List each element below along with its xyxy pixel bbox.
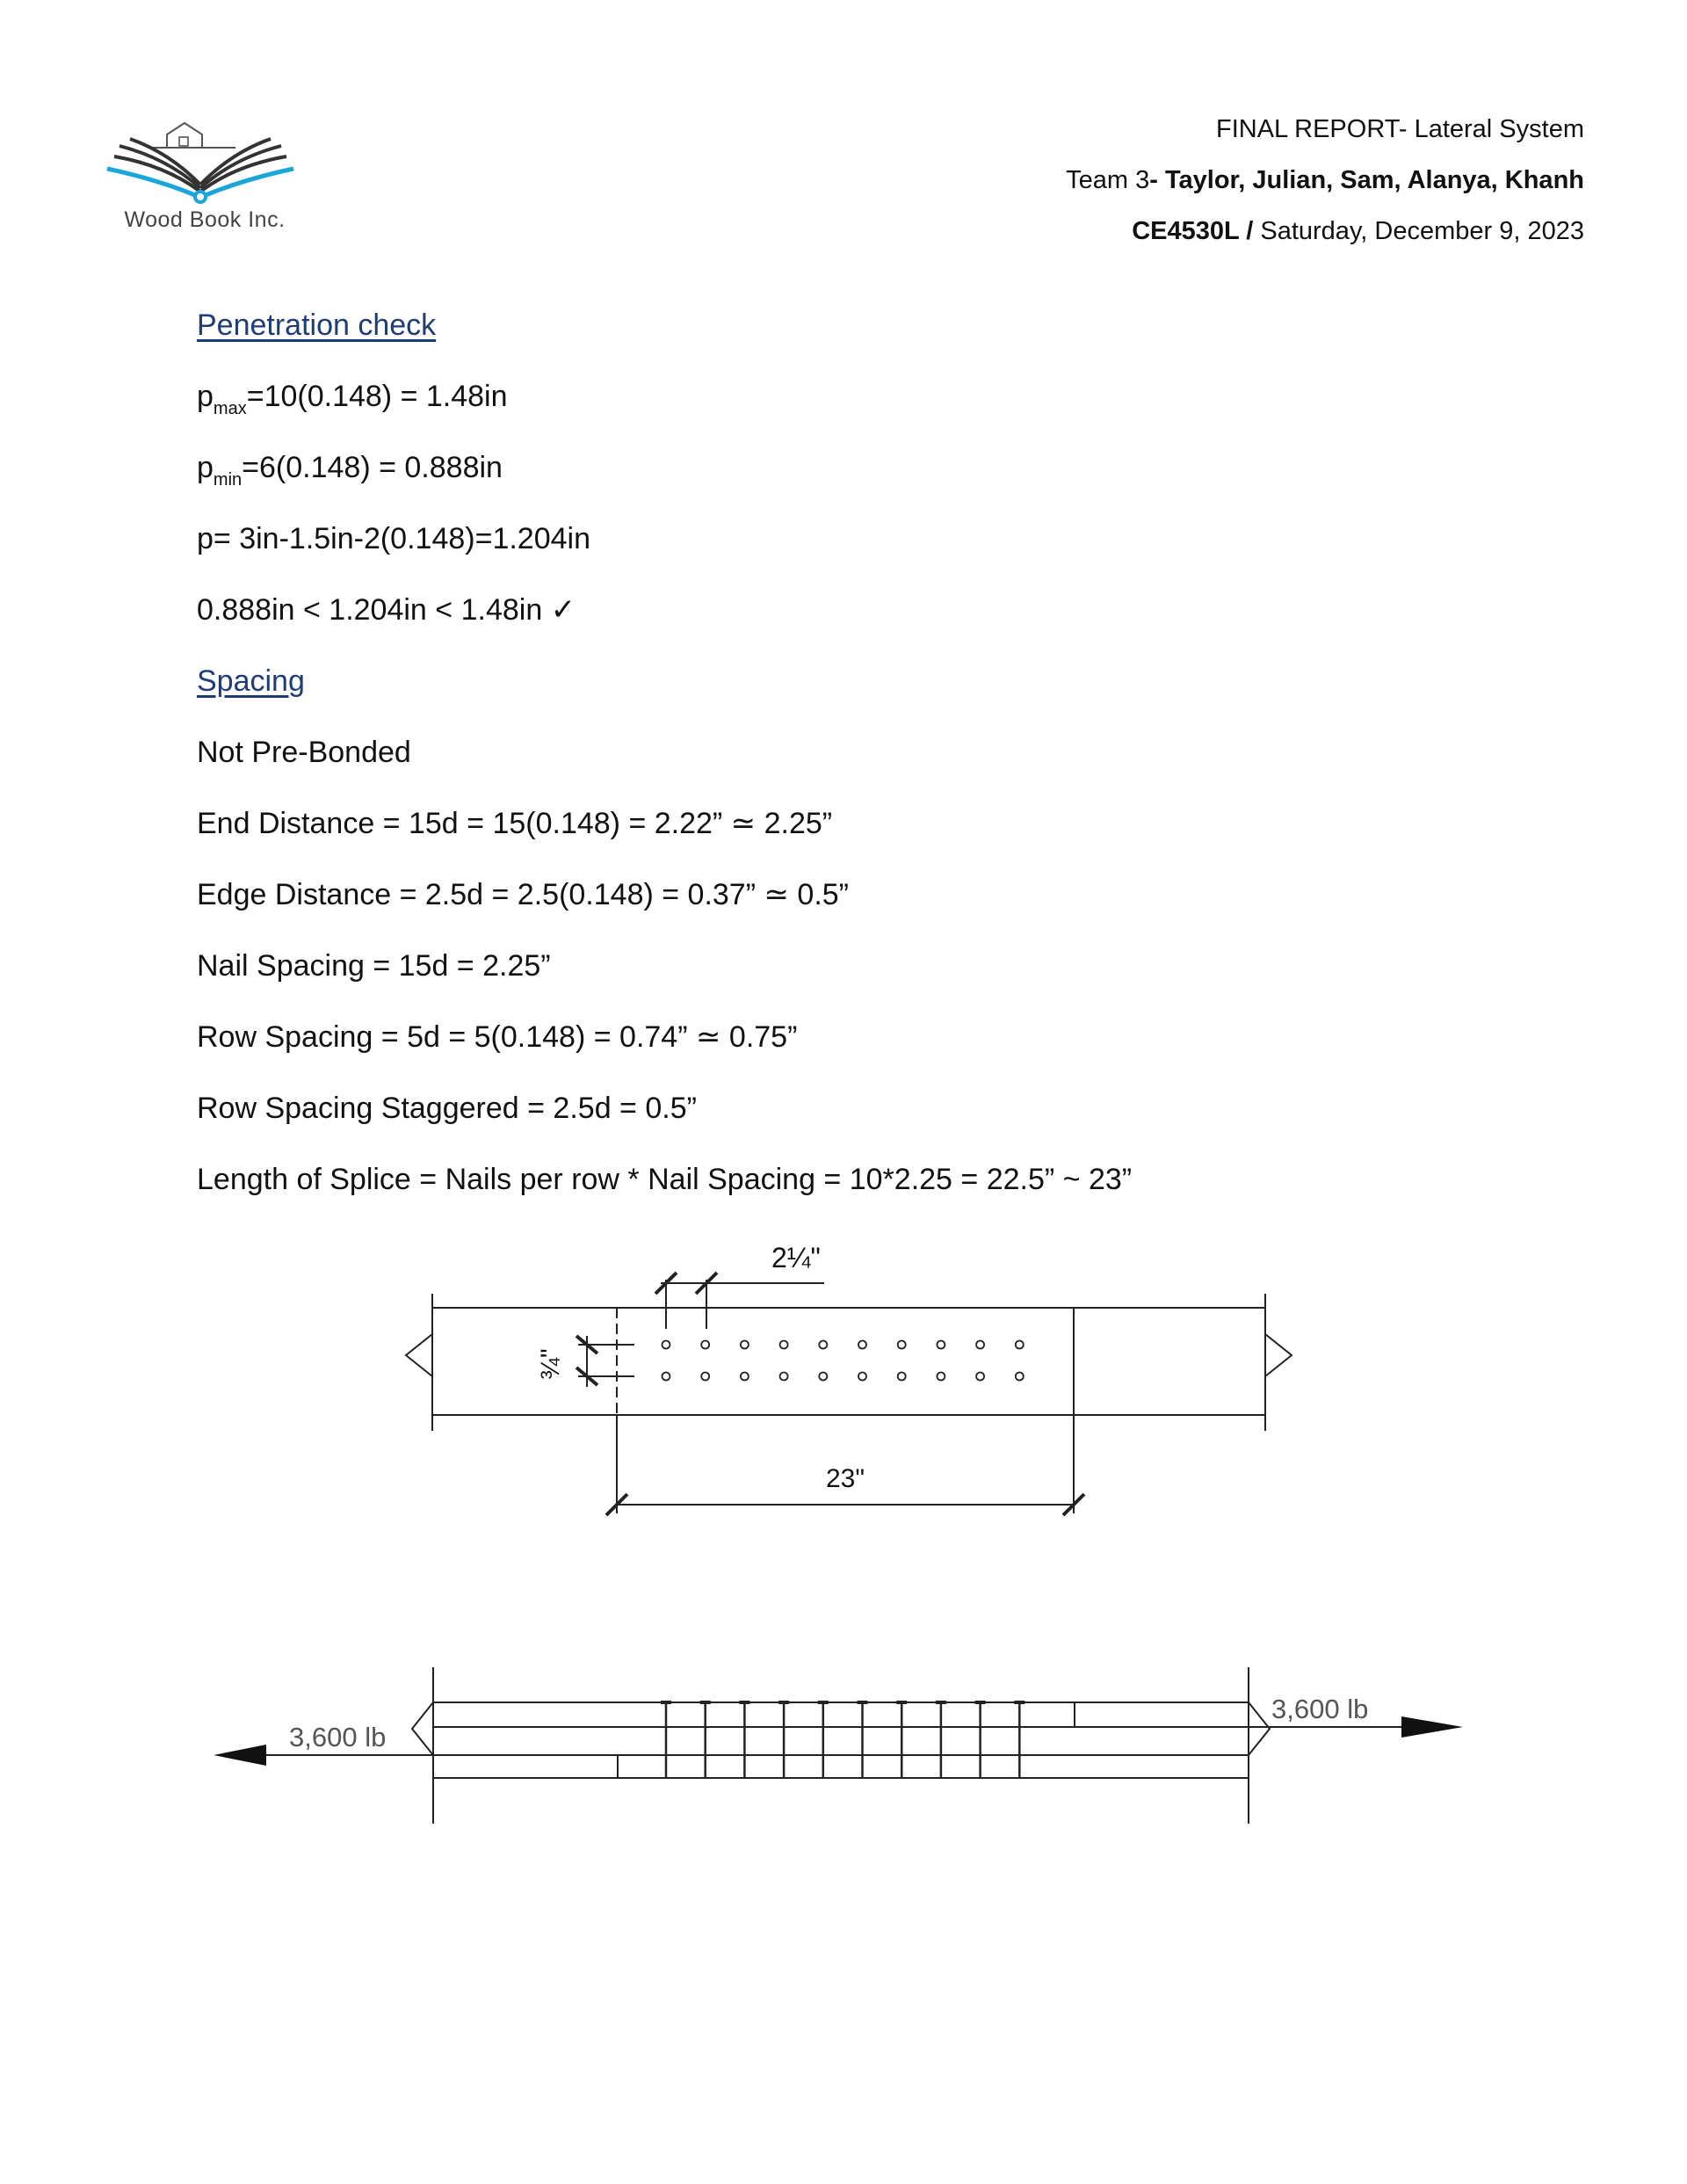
penetration-heading: Penetration check: [197, 308, 437, 342]
nail-hole: [858, 1373, 866, 1381]
nail-hole: [898, 1341, 906, 1349]
open-book-house-icon: [104, 104, 306, 205]
nail-hole: [1016, 1373, 1024, 1381]
nail-hole: [937, 1373, 945, 1381]
spacing-line: End Distance = 15d = 15(0.148) = 2.22” ≃ 2.25”: [197, 807, 833, 840]
company-name: Wood Book Inc.: [124, 207, 286, 232]
pmax-value: =10(0.148) = 1.48in: [246, 380, 508, 413]
right-break-line: [1249, 1702, 1270, 1755]
team-members: - Taylor, Julian, Sam, Alanya, Khanh: [1149, 166, 1584, 194]
right-break-line: [1265, 1334, 1292, 1376]
course-date-line: [1066, 206, 1584, 257]
right-load-label: 3,600 lb: [1271, 1694, 1369, 1724]
right-load-arrow: [1401, 1716, 1463, 1738]
row-spacing-label: ¾": [536, 1348, 565, 1380]
course-code: CE4530L /: [1132, 217, 1254, 245]
pmax-subscript: max: [213, 399, 247, 418]
nail-hole: [662, 1373, 670, 1381]
nail-hole: [1016, 1341, 1024, 1349]
spacing-line: Edge Distance = 2.5d = 2.5(0.148) = 0.37” ≃ 0.5”: [197, 878, 850, 911]
pmax-equation: $p_{max}=10(0.148) = 1.48in$: [197, 380, 508, 418]
nail-hole: [701, 1373, 709, 1381]
nail-hole: [976, 1341, 984, 1349]
report-body: [197, 303, 1515, 1229]
p-equation: p= 3in-1.5in-2(0.148)=1.204in: [197, 522, 590, 555]
pmin-value: =6(0.148) = 0.888in: [242, 451, 503, 484]
pmin-equation: $p_{min}=6(0.148) = 0.888in$: [197, 451, 503, 490]
nail-hole: [780, 1373, 788, 1381]
nail-hole: [662, 1341, 670, 1349]
left-load-label: 3,600 lb: [289, 1722, 387, 1752]
spacing-line: Row Spacing = 5d = 5(0.148) = 0.74” ≃ 0.75”: [197, 1020, 798, 1054]
spacing-heading: Spacing: [197, 664, 305, 698]
spacing-line: Nail Spacing = 15d = 2.25”: [197, 949, 551, 983]
team-line: [1066, 155, 1584, 206]
spacing-line: Row Spacing Staggered = 2.5d = 0.5”: [197, 1092, 697, 1125]
nail-hole: [819, 1341, 827, 1349]
nail-elevation: [661, 1702, 1025, 1778]
report-title: FINAL REPORT- Lateral System: [1215, 115, 1584, 143]
left-break-line: [412, 1702, 433, 1755]
left-break-line: [406, 1334, 432, 1376]
nail-hole: [701, 1341, 709, 1349]
team-prefix: Team 3: [1066, 166, 1150, 194]
nail-hole: [976, 1373, 984, 1381]
spacing-line: Length of Splice = Nails per row * Nail Spacing = 10*2.25 = 22.5” ~ 23”: [197, 1163, 1133, 1196]
splice-length-label: 23": [825, 1464, 865, 1493]
splice-plan-drawing: [387, 1230, 1300, 1547]
left-load-arrow: [214, 1745, 266, 1766]
nail-hole: [780, 1341, 788, 1349]
report-date: Saturday, December 9, 2023: [1253, 217, 1584, 245]
nail-pattern: [662, 1341, 1024, 1381]
nail-hole: [819, 1373, 827, 1381]
nail-hole: [741, 1341, 749, 1349]
spacing-line: Not Pre-Bonded: [197, 736, 411, 769]
nail-spacing-label: 2¼": [771, 1242, 821, 1273]
nail-hole: [937, 1341, 945, 1349]
report-header: [1066, 104, 1584, 257]
nail-hole: [858, 1341, 866, 1349]
nail-hole: [741, 1373, 749, 1381]
penetration-check: 0.888in < 1.204in < 1.48in ✓: [197, 593, 576, 627]
company-logo: [104, 104, 306, 244]
splice-elevation-drawing: [198, 1657, 1489, 1832]
nail-hole: [898, 1373, 906, 1381]
pmin-subscript: min: [213, 470, 243, 490]
